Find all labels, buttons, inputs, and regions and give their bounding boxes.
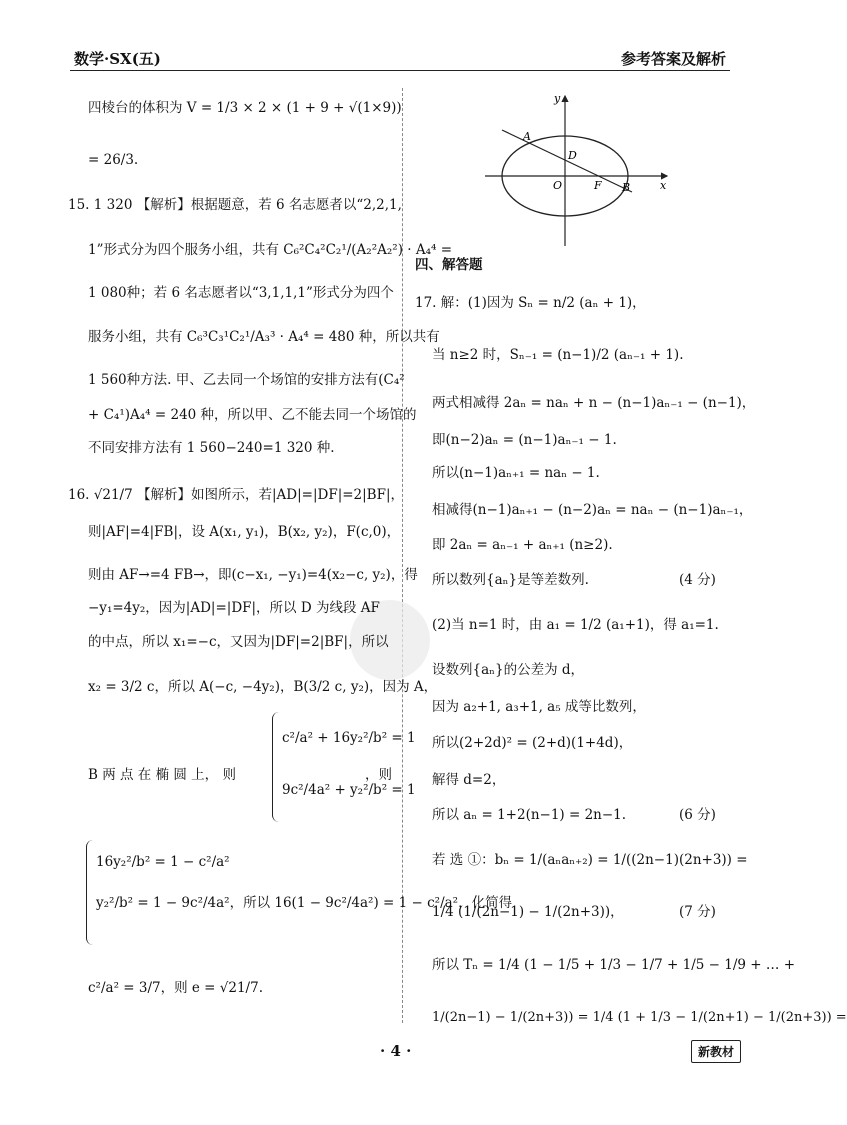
left-line-13: 的中点，所以 x₁=−c，又因为|DF|=2|BF|，所以	[88, 634, 389, 650]
label-D: D	[568, 149, 577, 162]
column-divider	[402, 88, 403, 1023]
left-line-10: 则|AF|=4|FB|，设 A(x₁, y₁)，B(x₂, y₂)，F(c,0)，	[88, 524, 401, 540]
left-line-9: 16. √21/7 【解析】如图所示，若|AD|=|DF|=2|BF|，	[68, 487, 405, 503]
left-line-0: 四棱台的体积为 V = 1/3 × 2 × (1 + 9 + √(1×9))	[88, 100, 402, 116]
system2-eq-2: y₂²/b² = 1 − 9c²/4a²，所以 16(1 − 9c²/4a²) = 1 − c²/a²，化简得	[96, 895, 513, 911]
label-O: O	[553, 179, 563, 192]
system-brace	[272, 712, 279, 822]
left-line-12: −y₁=4y₂，因为|AD|=|DF|，所以 D 为线段 AF	[88, 600, 380, 616]
left-line-6: 1 560种方法. 甲、乙去同一个场馆的安排方法有(C₄²	[88, 372, 405, 388]
right-line-1: 17. 解：(1)因为 Sₙ = n/2 (aₙ + 1)，	[415, 295, 646, 311]
right-line-13: 所以(2+2d)² = (2+d)(1+4d)，	[432, 735, 633, 751]
right-line-10: (2)当 n=1 时，由 a₁ = 1/2 (a₁+1)，得 a₁=1.	[432, 617, 719, 633]
right-line-18: 1/4 (1/(2n−1) − 1/(2n+3))，	[432, 904, 624, 920]
left-line-7: + C₄¹)A₄⁴ = 240 种，所以甲、乙不能去同一个场馆的	[88, 407, 417, 423]
line-AB	[502, 130, 632, 192]
system-eq-2: 9c²/4a² + y₂²/b² = 1	[282, 782, 416, 798]
left-line-1: = 26/3.	[88, 152, 139, 168]
right-line-21: 1/(2n−1) − 1/(2n+3)) = 1/4 (1 + 1/3 − 1/(2n+1) − 1/(2n+3)) =	[432, 1010, 847, 1025]
score-6: (6 分)	[679, 807, 716, 823]
label-y: y	[554, 92, 561, 105]
score-7: (7 分)	[679, 904, 716, 920]
right-line-14: 解得 d=2，	[432, 772, 506, 788]
subject-title: 数学·SX(五)	[74, 50, 161, 68]
left-line-2: 15. 1 320 【解析】根据题意，若 6 名志愿者以“2,2,1,	[68, 197, 402, 213]
left-line-4: 1 080种；若 6 名志愿者以“3,1,1,1”形式分为四个	[88, 285, 394, 301]
right-line-6: 相减得(n−1)aₙ₊₁ − (n−2)aₙ = naₙ − (n−1)aₙ₋₁，	[432, 502, 753, 518]
right-line-7: 即 2aₙ = aₙ₋₁ + aₙ₊₁ (n≥2).	[432, 537, 613, 553]
left-line-21: c²/a² = 3/7，则 e = √21/7.	[88, 980, 263, 996]
label-x: x	[660, 179, 667, 192]
section-title: 参考答案及解析	[620, 50, 726, 68]
section-heading: 四、解答题	[415, 257, 483, 273]
left-line-3: 1”形式分为四个服务小组，共有 C₆²C₄²C₂¹/(A₂²A₂²) · A₄⁴ =	[88, 242, 453, 258]
label-A: A	[523, 130, 531, 143]
left-line-8: 不同安排方法有 1 560−240=1 320 种.	[88, 440, 335, 456]
left-line-16: B 两 点 在 椭 圆 上， 则	[88, 767, 236, 783]
system-brace-2	[86, 840, 93, 945]
system2-eq-1: 16y₂²/b² = 1 − c²/a²	[96, 854, 230, 870]
system-eq-1: c²/a² + 16y₂²/b² = 1	[282, 730, 416, 746]
right-line-3: 两式相减得 2aₙ = naₙ + n − (n−1)aₙ₋₁ − (n−1)，	[432, 395, 756, 411]
left-line-11: 则由 AF→=4 FB→，即(c−x₁, −y₁)=4(x₂−c, y₂)，得	[88, 567, 418, 583]
right-line-11: 设数列{aₙ}的公差为 d，	[432, 662, 584, 678]
right-line-5: 所以(n−1)aₙ₊₁ = naₙ − 1.	[432, 465, 600, 481]
label-B: B	[622, 181, 631, 194]
ellipse-figure	[480, 88, 680, 248]
right-line-4: 即(n−2)aₙ = (n−1)aₙ₋₁ − 1.	[432, 432, 617, 448]
page-header	[70, 42, 730, 71]
right-line-20: 所以 Tₙ = 1/4 (1 − 1/5 + 1/3 − 1/7 + 1/5 − 1/9 + … +	[432, 957, 796, 973]
right-line-12: 因为 a₂+1, a₃+1, a₅ 成等比数列，	[432, 699, 646, 715]
score-4: (4 分)	[679, 572, 716, 588]
left-line-5: 服务小组，共有 C₆³C₃¹C₂¹/A₃³ · A₄⁴ = 480 种，所以共有	[88, 329, 440, 345]
right-line-15: 所以 aₙ = 1+2(n−1) = 2n−1.	[432, 807, 627, 823]
right-line-8: 所以数列{aₙ}是等差数列.	[432, 572, 589, 588]
right-line-17: 若 选 ①：bₙ = 1/(aₙaₙ₊₂) = 1/((2n−1)(2n+3)) =	[432, 852, 748, 868]
right-line-2: 当 n≥2 时，Sₙ₋₁ = (n−1)/2 (aₙ₋₁ + 1).	[432, 347, 684, 363]
left-line-14: x₂ = 3/2 c，所以 A(−c, −4y₂)，B(3/2 c, y₂)，因为 A，	[88, 679, 438, 695]
edition-badge: 新教材	[691, 1040, 741, 1063]
left-line-18: ，则	[365, 767, 392, 783]
page-number: · 4 ·	[380, 1042, 412, 1060]
label-F: F	[594, 179, 602, 192]
